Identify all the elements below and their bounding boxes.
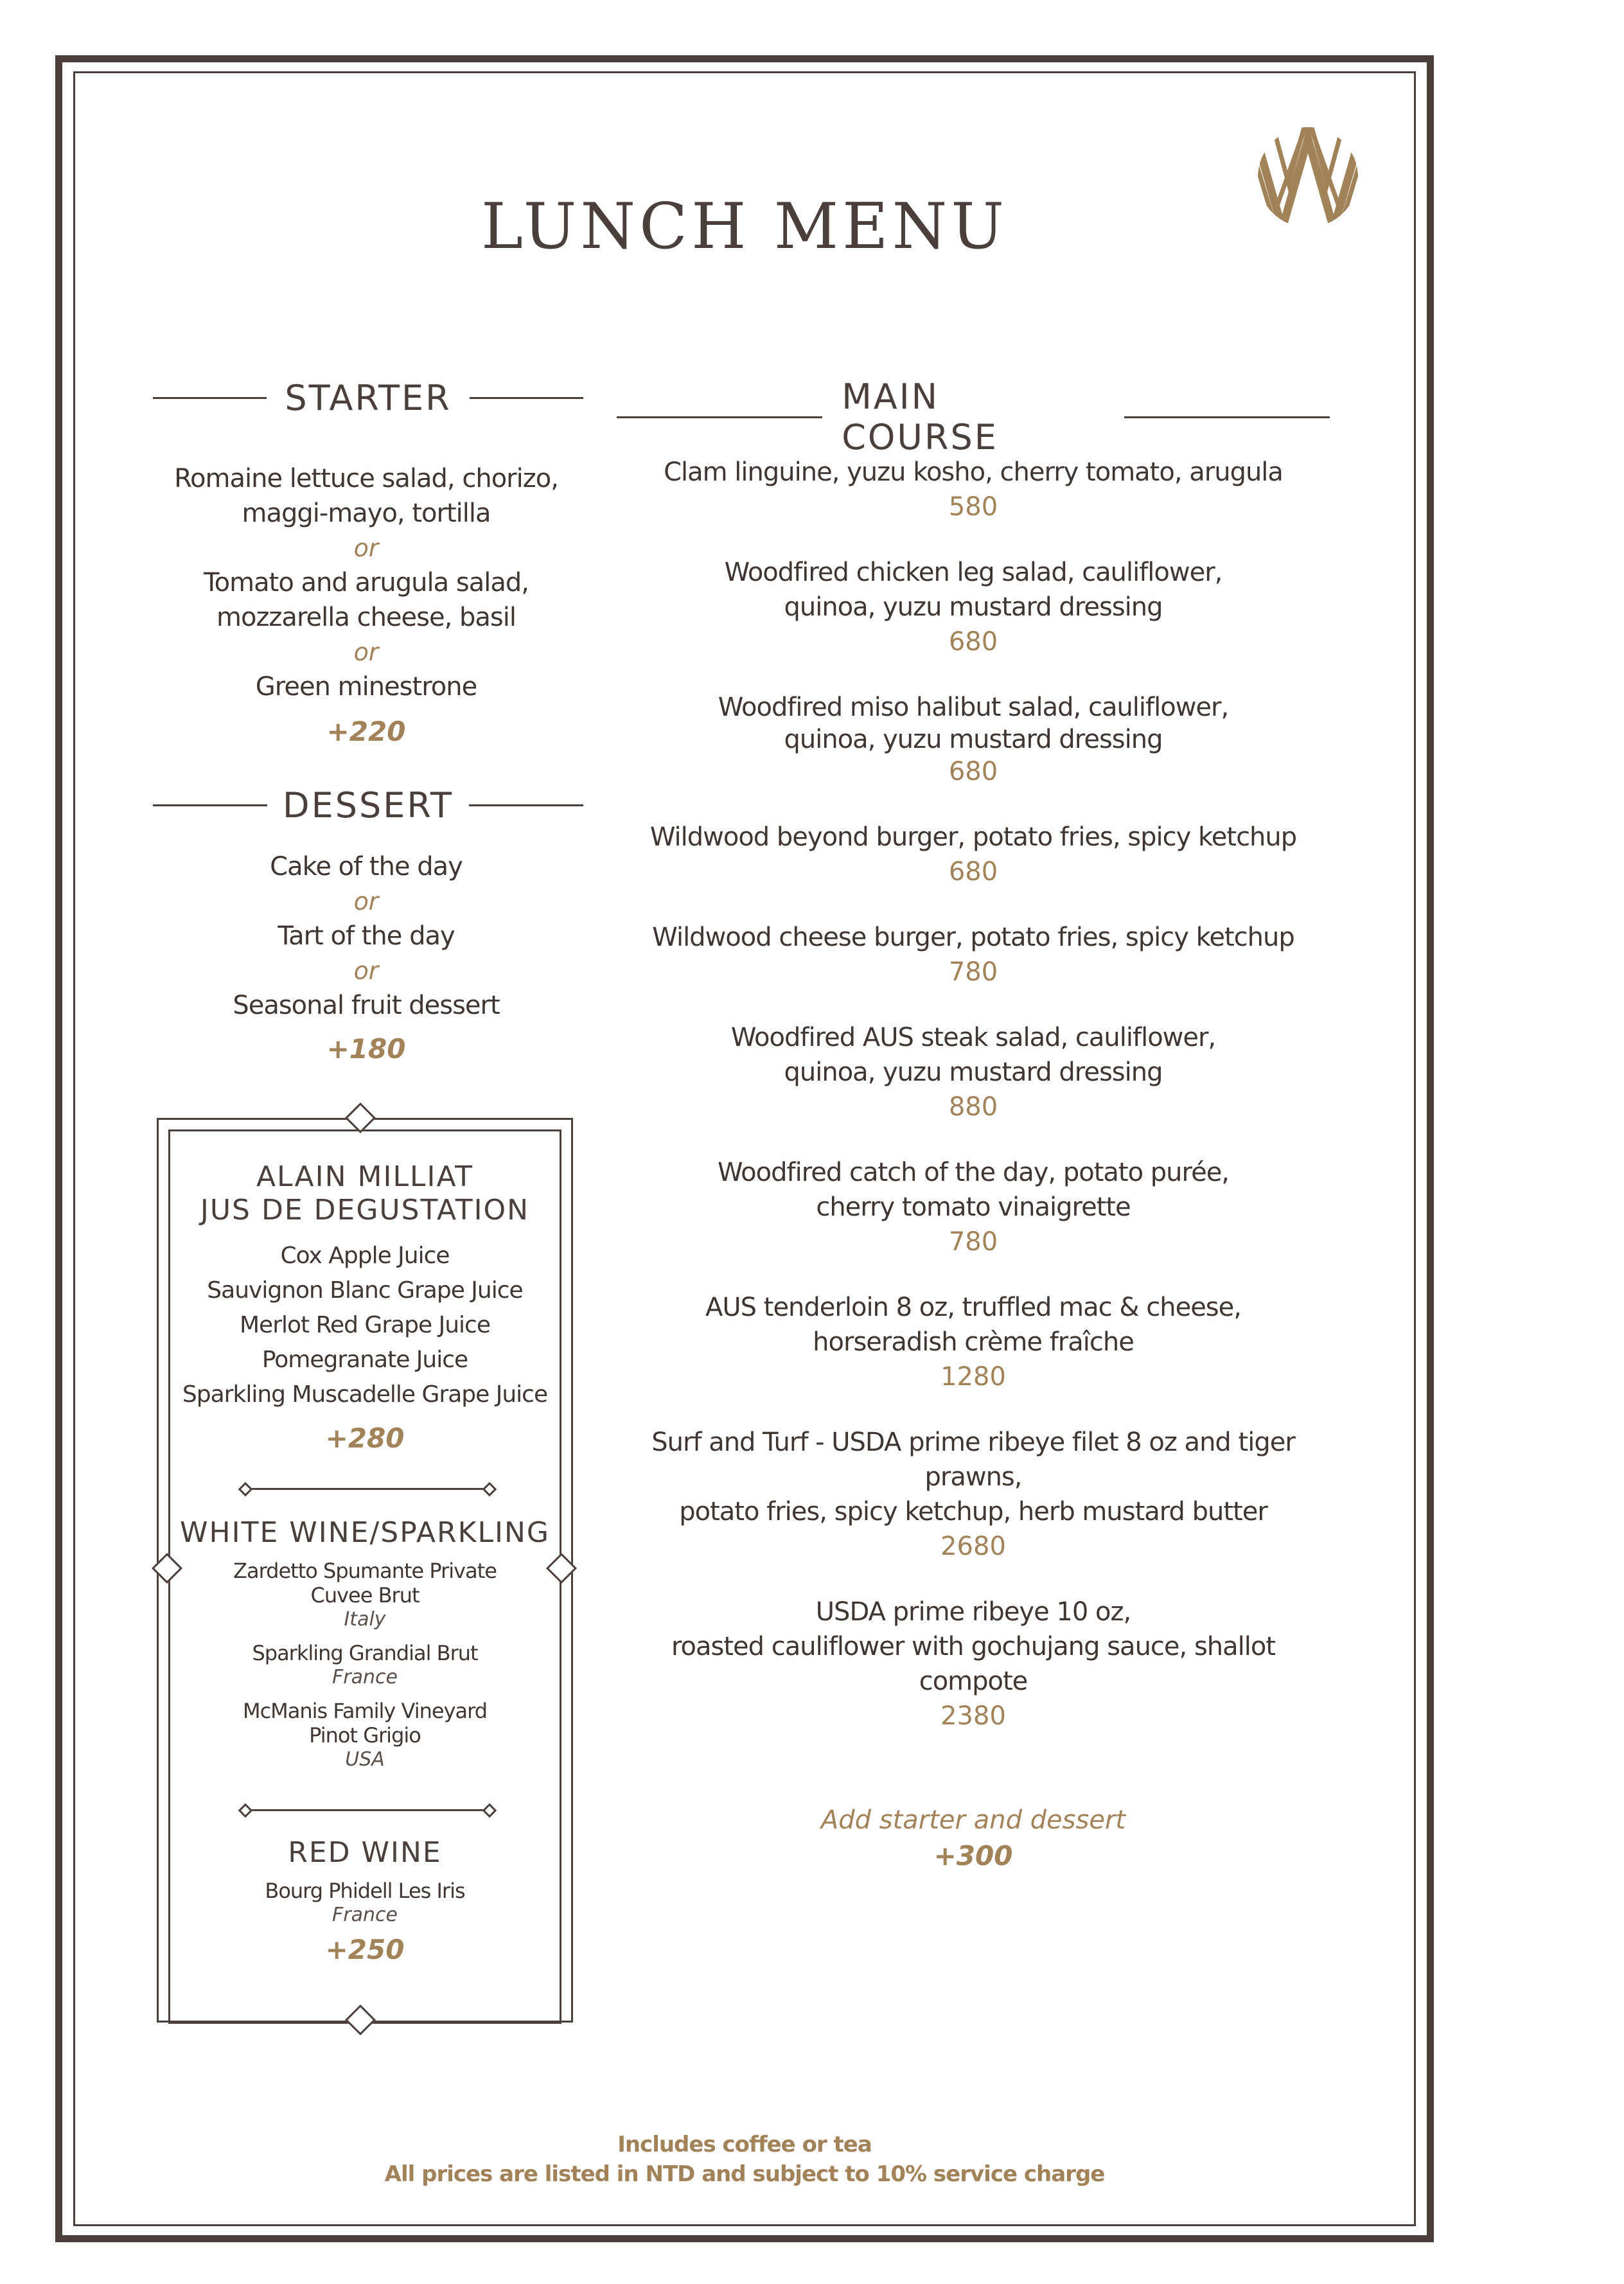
- dessert-surcharge: +180: [326, 1033, 406, 1065]
- juice-subheading: JUS DE DEGUSTATION: [200, 1194, 530, 1226]
- dish-price: 1280: [940, 1362, 1006, 1392]
- main-course-item: [617, 1020, 1330, 1124]
- dish-name: Woodfired miso halibut salad, cauliflower,: [718, 693, 1229, 722]
- dish-name: AUS tenderloin 8 oz, truffled mac & cheese,: [705, 1293, 1241, 1322]
- main-course-item: [617, 1155, 1330, 1259]
- starter-item: mozzarella cheese, basil: [216, 603, 516, 632]
- dish-name: USDA prime ribeye 10 oz,: [815, 1597, 1131, 1627]
- main-course-item: [617, 920, 1330, 989]
- main-course-heading-label: MAIN COURSE: [842, 376, 998, 457]
- dessert-heading-label: DESSERT: [283, 785, 454, 826]
- dish-name: potato fries, spicy ketchup, herb mustard butter: [679, 1497, 1267, 1527]
- wine-origin: Italy: [344, 1608, 386, 1631]
- dish-price: 880: [948, 1092, 998, 1122]
- dish-price: 580: [948, 492, 998, 522]
- dish-name: horseradish crème fraîche: [813, 1327, 1134, 1357]
- footer-note: Includes coffee or tea: [617, 2132, 872, 2157]
- dessert-list: [141, 849, 591, 1065]
- red-wine-heading: RED WINE: [288, 1836, 442, 1869]
- dish-name: quinoa, yuzu mustard dressing: [784, 592, 1163, 622]
- or-separator: or: [353, 887, 379, 916]
- dish-name: Surf and Turf - USDA prime ribeye filet 8 oz and tiger prawns,: [651, 1428, 1295, 1492]
- footer-note: All prices are listed in NTD and subject to 10% service charge: [384, 2161, 1105, 2187]
- juice-item: Sparkling Muscadelle Grape Juice: [182, 1381, 548, 1408]
- dessert-item: Tart of the day: [278, 921, 455, 951]
- wine-name: Pinot Grigio: [309, 1723, 421, 1748]
- main-course-heading: [617, 376, 1330, 457]
- juice-section: [168, 1160, 561, 1454]
- dish-name: Woodfired chicken leg salad, cauliflower,: [724, 558, 1222, 587]
- dish-price: 680: [948, 857, 998, 887]
- dish-price: 780: [948, 957, 998, 987]
- dessert-item: Seasonal fruit dessert: [233, 991, 500, 1020]
- juice-item: Merlot Red Grape Juice: [239, 1312, 490, 1338]
- starter-item: Green minestrone: [255, 672, 477, 702]
- main-course-item: [617, 1425, 1330, 1564]
- dish-price: 680: [948, 757, 998, 786]
- juice-surcharge: +280: [325, 1422, 405, 1454]
- addon-price: +300: [933, 1840, 1013, 1872]
- dish-name: roasted cauliflower with gochujang sauce, shallot compote: [671, 1632, 1276, 1696]
- wine-name: McManis Family Vineyard: [242, 1699, 488, 1723]
- main-course-item: [617, 1290, 1330, 1394]
- wine-name: Sparkling Grandial Brut: [252, 1641, 478, 1665]
- wine-surcharge: +250: [325, 1934, 405, 1965]
- dish-name: Woodfired AUS steak salad, cauliflower,: [730, 1023, 1216, 1052]
- addon-text: Add starter and dessert: [820, 1805, 1126, 1835]
- juice-heading: ALAIN MILLIAT: [256, 1160, 474, 1193]
- main-course-item: [617, 1595, 1330, 1733]
- starter-list: [141, 461, 591, 747]
- main-course-list: [617, 455, 1330, 1872]
- wine-name: Cuvee Brut: [310, 1583, 419, 1607]
- dish-name: cherry tomato vinaigrette: [816, 1192, 1131, 1222]
- box-divider: [247, 1488, 488, 1490]
- main-course-item: [617, 820, 1330, 889]
- white-wine-heading: WHITE WINE/SPARKLING: [180, 1516, 550, 1549]
- or-separator: or: [353, 534, 379, 562]
- red-wine-section: [168, 1836, 561, 1965]
- juice-item: Pomegranate Juice: [261, 1347, 468, 1373]
- main-course-item: [617, 455, 1330, 524]
- white-wine-section: [168, 1516, 561, 1772]
- wine-origin: France: [332, 1666, 398, 1688]
- wine-origin: USA: [345, 1748, 385, 1771]
- main-course-item: [617, 555, 1330, 659]
- or-separator: or: [353, 638, 379, 666]
- dish-price: 680: [948, 627, 998, 657]
- starter-heading-label: STARTER: [285, 378, 452, 418]
- or-separator: or: [353, 957, 379, 985]
- starter-item: Tomato and arugula salad,: [204, 568, 529, 598]
- wine-name: Zardetto Spumante Private: [233, 1559, 497, 1583]
- dish-name: Wildwood cheese burger, potato fries, spicy ketchup: [652, 923, 1294, 952]
- starter-item: Romaine lettuce salad, chorizo,: [174, 464, 558, 493]
- wine-name: Bourg Phidell Les Iris: [265, 1879, 465, 1903]
- dish-name: quinoa, yuzu mustard dressing: [784, 1058, 1163, 1087]
- juice-item: Cox Apple Juice: [280, 1243, 450, 1269]
- main-course-item: [617, 690, 1330, 789]
- dish-name: Wildwood beyond burger, potato fries, spicy ketchup: [649, 822, 1297, 852]
- dish-name: Woodfired catch of the day, potato purée,: [717, 1158, 1230, 1187]
- dessert-heading: [153, 785, 583, 826]
- dish-price: 780: [948, 1227, 998, 1257]
- juice-item: Sauvignon Blanc Grape Juice: [207, 1277, 523, 1304]
- starter-heading: [153, 378, 583, 418]
- wine-origin: France: [332, 1904, 398, 1926]
- page-title: LUNCH MENU: [481, 190, 1008, 263]
- dish-price: 2680: [940, 1532, 1006, 1561]
- dish-name: Clam linguine, yuzu kosho, cherry tomato, arugula: [664, 457, 1283, 487]
- starter-surcharge: +220: [326, 716, 406, 747]
- box-divider: [247, 1809, 488, 1811]
- dish-name: quinoa, yuzu mustard dressing: [784, 725, 1163, 754]
- dish-price: 2380: [940, 1701, 1006, 1731]
- starter-item: maggi-mayo, tortilla: [242, 499, 491, 528]
- dessert-item: Cake of the day: [270, 852, 463, 881]
